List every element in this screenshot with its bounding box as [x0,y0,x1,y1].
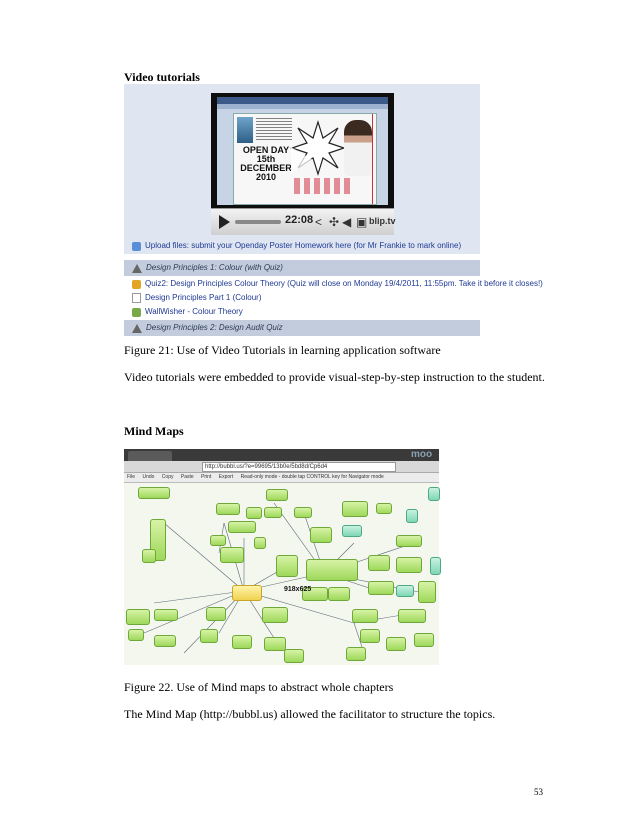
mind-map-node[interactable] [406,509,418,523]
student-photo [344,120,372,176]
figure22-description: The Mind Map (http://bubbl.us) allowed the facilitator to structure the topics. [124,707,496,721]
toolbar-export[interactable]: Export [218,474,234,480]
video-player[interactable] [211,93,394,234]
mind-map-node[interactable] [206,607,226,621]
mind-map-node[interactable] [276,555,298,577]
canvas-size-label: 918x625 [284,586,312,593]
mind-map-canvas[interactable] [124,483,439,665]
mind-map-node[interactable] [360,629,380,643]
section-heading-video-tutorials: Video tutorials [124,70,200,84]
volume-icon[interactable]: ◀ [342,215,352,229]
mind-map-node[interactable] [306,559,358,581]
toolbar-copy[interactable]: Copy [161,474,174,480]
mind-map-node[interactable] [264,507,282,518]
mind-map-node[interactable] [126,609,150,625]
toolbar-file[interactable]: File [127,474,136,480]
mind-map-node[interactable] [138,487,170,499]
mind-map-node[interactable] [398,609,426,623]
bubbl-toolbar [124,473,439,483]
upload-link-row[interactable]: Upload files: submit your Openday Poster Homework here (for Mr Frankie to mark online) [124,238,480,254]
mind-map-node[interactable] [328,587,350,601]
blip-tv-logo: blip.tv [369,216,396,226]
video-app-toolbar [217,104,388,109]
poster-title: OPEN DAY 15th DECEMBER 2010 [240,145,292,182]
wallwisher-link-row[interactable]: WallWisher - Colour Theory [124,304,480,320]
toolbar-undo[interactable]: Undo [142,474,155,480]
mind-map-node[interactable] [368,581,394,595]
mind-map-node[interactable] [254,537,266,549]
mind-map-node[interactable] [216,503,240,515]
poster-guide-line [372,114,373,204]
mind-map-node[interactable] [210,535,226,546]
mind-map-node[interactable] [262,607,288,623]
mind-map-node[interactable] [128,629,144,641]
browser-tab-bar [124,449,439,461]
video-duration: 22:08 [285,214,314,226]
fullscreen-icon[interactable]: ▣ [356,215,368,229]
section-arrow-icon [132,264,142,273]
mind-map-node[interactable] [310,527,332,543]
mind-map-node[interactable] [266,489,288,501]
video-frame [217,97,388,205]
section-arrow-icon [132,324,142,333]
poster-blurb-text [256,118,292,140]
figure-mind-map-screenshot [124,449,439,665]
mind-map-node[interactable] [386,637,406,651]
mind-map-node[interactable] [200,629,218,643]
mind-map-node[interactable] [396,535,422,547]
mind-map-node[interactable] [154,609,178,621]
page-number: 53 [534,787,543,797]
mind-map-node[interactable] [430,557,441,575]
toolbar-mode-hint: Read-only mode - double tap CONTROL key for Navigator mode [240,474,384,480]
mind-map-node[interactable] [228,521,256,533]
browser-address-bar [124,461,439,473]
poster-logos [294,178,354,194]
mind-map-node[interactable] [342,501,368,517]
toolbar-paste[interactable]: Paste [180,474,194,480]
mind-map-node[interactable] [342,525,362,537]
upload-icon [132,242,141,251]
progress-bar[interactable] [235,220,281,224]
video-app-menubar [217,97,388,104]
mind-map-node[interactable] [352,609,378,623]
mind-map-node[interactable] [142,549,156,563]
mind-map-node[interactable] [264,637,286,651]
browser-tab[interactable] [128,451,172,461]
page-icon [132,293,141,303]
section-heading-mind-maps: Mind Maps [124,424,184,438]
figure-video-tutorial-screenshot [124,84,543,332]
mind-map-node[interactable] [414,633,434,647]
expand-icon[interactable]: ✣ [329,215,340,229]
page-link-row[interactable]: Design Principles Part 1 (Colour) [124,290,480,306]
play-icon[interactable] [219,215,230,229]
quiz-link-row[interactable]: Quiz2: Design Principles Colour Theory (Quiz will close on Monday 19/4/2011, 11:55pm. Take it before it closes!) [124,276,480,292]
mind-map-node[interactable] [246,507,262,519]
toolbar-print[interactable]: Print [201,474,212,480]
figure21-caption: Figure 21: Use of Video Tutorials in learning application software [124,343,441,357]
section-header-colour[interactable]: Design Principles 1: Colour (with Quiz) [124,260,480,276]
mind-map-node[interactable] [284,649,304,663]
mind-map-node[interactable] [220,547,244,563]
section-header-design-audit[interactable]: Design Principles 2: Design Audit Quiz [124,320,480,336]
figure21-description: Video tutorials were embedded to provide visual-step-by-step instruction to the student. [124,370,545,384]
mind-map-node[interactable] [368,555,390,571]
mind-map-node[interactable] [418,581,436,603]
mind-map-node[interactable] [396,585,414,597]
mind-map-node[interactable] [154,635,176,647]
wallwisher-icon [132,308,141,317]
quiz-icon [132,280,141,289]
mind-map-node[interactable] [232,635,252,649]
mind-map-node[interactable] [376,503,392,514]
mind-map-node[interactable] [346,647,366,661]
moodle-logo: moo [411,449,433,460]
play-overlay-icon[interactable] [291,147,313,173]
building-photo [237,117,253,143]
video-controls [211,208,394,235]
share-icon[interactable]: < [315,215,323,229]
mind-map-node[interactable] [428,487,440,501]
mind-map-center-node[interactable] [232,585,262,601]
url-field[interactable]: http://bubbl.us/?e=99695/13b0e/5bd8d/Cp6d4 [202,462,396,472]
mind-map-node[interactable] [294,507,312,518]
mind-map-node[interactable] [396,557,422,573]
figure22-caption: Figure 22. Use of Mind maps to abstract whole chapters [124,680,394,694]
